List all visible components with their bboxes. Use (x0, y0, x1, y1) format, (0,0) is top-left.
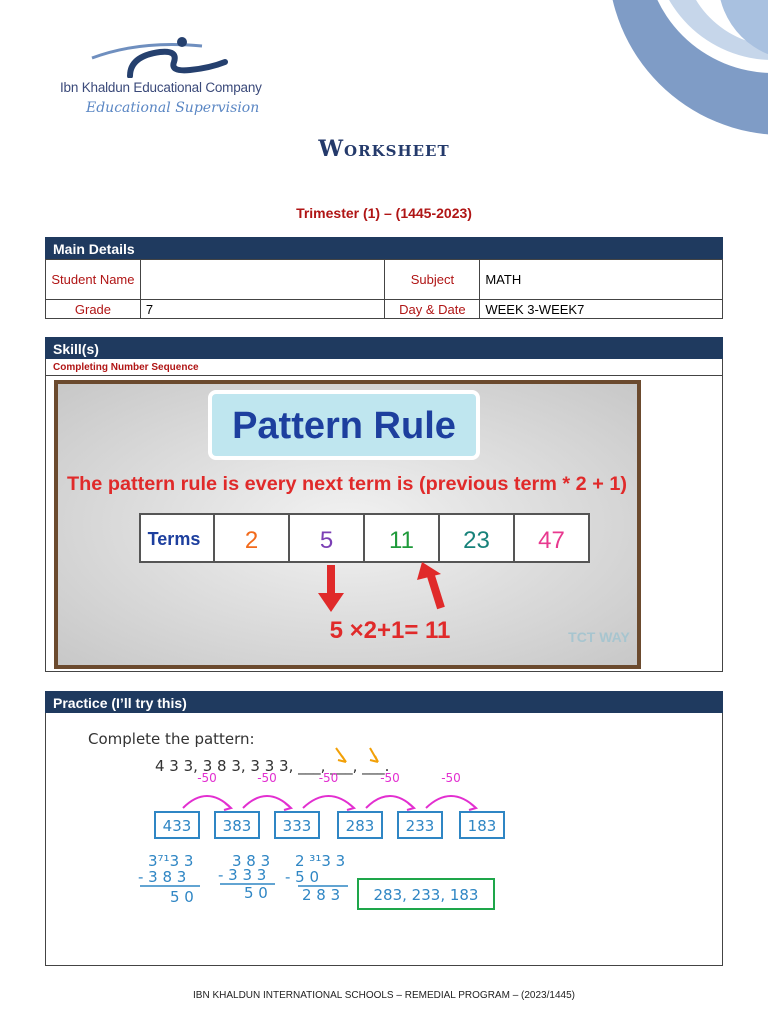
sequence-box-value: 283 (345, 817, 375, 835)
step-label: -50 (257, 771, 277, 785)
day-date-label: Day & Date (385, 300, 480, 319)
sub1-mid: - 3 8 3 (138, 868, 187, 886)
step-arc-icon (243, 796, 291, 810)
sub1-top: 3⁷¹3 3 (148, 852, 194, 870)
practice-instruction: Complete the pattern: (88, 730, 255, 748)
sub1-res: 5 0 (170, 888, 194, 906)
student-name-label: Student Name (46, 260, 141, 300)
practice-sequence: 4 3 3, 3 8 3, 3 3 3, ___, ___, ___. (155, 757, 390, 775)
sequence-box-value: 383 (222, 817, 252, 835)
pattern-equation: 5 ×2+1= 11 (329, 617, 451, 644)
pattern-title: Pattern Rule (232, 405, 456, 447)
company-subtitle: Educational Supervision (86, 100, 260, 116)
sub2-mid: - 3 3 3 (218, 866, 267, 884)
trimester-heading: Trimester (1) – (1445-2023) (296, 205, 472, 221)
practice-answer: 283, 233, 183 (373, 886, 479, 904)
pattern-rule-image (54, 380, 641, 669)
pattern-rule-text: The pattern rule is every next term is (previous term * 2 + 1) (67, 474, 628, 495)
grade-label: Grade (46, 300, 141, 319)
terms-table (140, 514, 214, 562)
logo-swoosh-icon (90, 36, 240, 78)
term-value: 2 (244, 527, 259, 554)
sub2-res: 5 0 (244, 884, 268, 902)
company-logo (60, 36, 290, 126)
sequence-box-value: 433 (162, 817, 192, 835)
main-details-heading: Main Details (45, 237, 723, 259)
sequence-box-value: 183 (467, 817, 497, 835)
day-date-value: WEEK 3-WEEK7 (480, 300, 723, 319)
terms-label: Terms (147, 529, 201, 549)
term-value: 11 (389, 527, 414, 554)
step-label: -50 (380, 771, 400, 785)
subtraction-1 (138, 852, 200, 906)
sub2-top: 3 8 3 (232, 852, 271, 870)
sub3-res: 2 8 3 (302, 886, 341, 904)
tct-watermark: TCT WAY (568, 629, 630, 645)
page-title: Worksheet (318, 136, 450, 162)
practice-heading: Practice (I’ll try this) (45, 691, 723, 713)
sub3-mid: - 5 0 (285, 868, 320, 886)
term-value: 5 (319, 527, 334, 554)
subject-value: MATH (480, 260, 723, 300)
student-name-field[interactable] (140, 260, 385, 300)
step-arc-icon (426, 796, 476, 810)
skills-heading: Skill(s) (45, 337, 723, 359)
practice-worked-example (60, 722, 540, 922)
main-details-table (45, 259, 723, 319)
step-label: -50 (318, 771, 339, 785)
subtraction-2 (218, 852, 275, 902)
grade-value: 7 (140, 300, 385, 319)
sub3-top: 2 ³¹3 3 (295, 852, 346, 870)
decorative-arcs (598, 0, 768, 150)
subject-label: Subject (385, 260, 480, 300)
term-value: 47 (538, 527, 565, 554)
step-arc-icon (366, 796, 414, 810)
company-name: Ibn Khaldun Educational Company (60, 80, 262, 95)
step-label: -50 (441, 771, 461, 785)
step-label: -50 (197, 771, 217, 785)
sequence-box-value: 333 (282, 817, 312, 835)
term-value: 23 (463, 527, 490, 554)
page-footer: IBN KHALDUN INTERNATIONAL SCHOOLS – REMEDIAL PROGRAM – (2023/1445) (193, 990, 575, 1001)
skill-name: Completing Number Sequence (46, 359, 722, 376)
step-arc-icon (303, 796, 354, 810)
subtraction-3 (285, 852, 348, 904)
step-arc-icon (183, 796, 231, 810)
sequence-box-value: 233 (405, 817, 435, 835)
